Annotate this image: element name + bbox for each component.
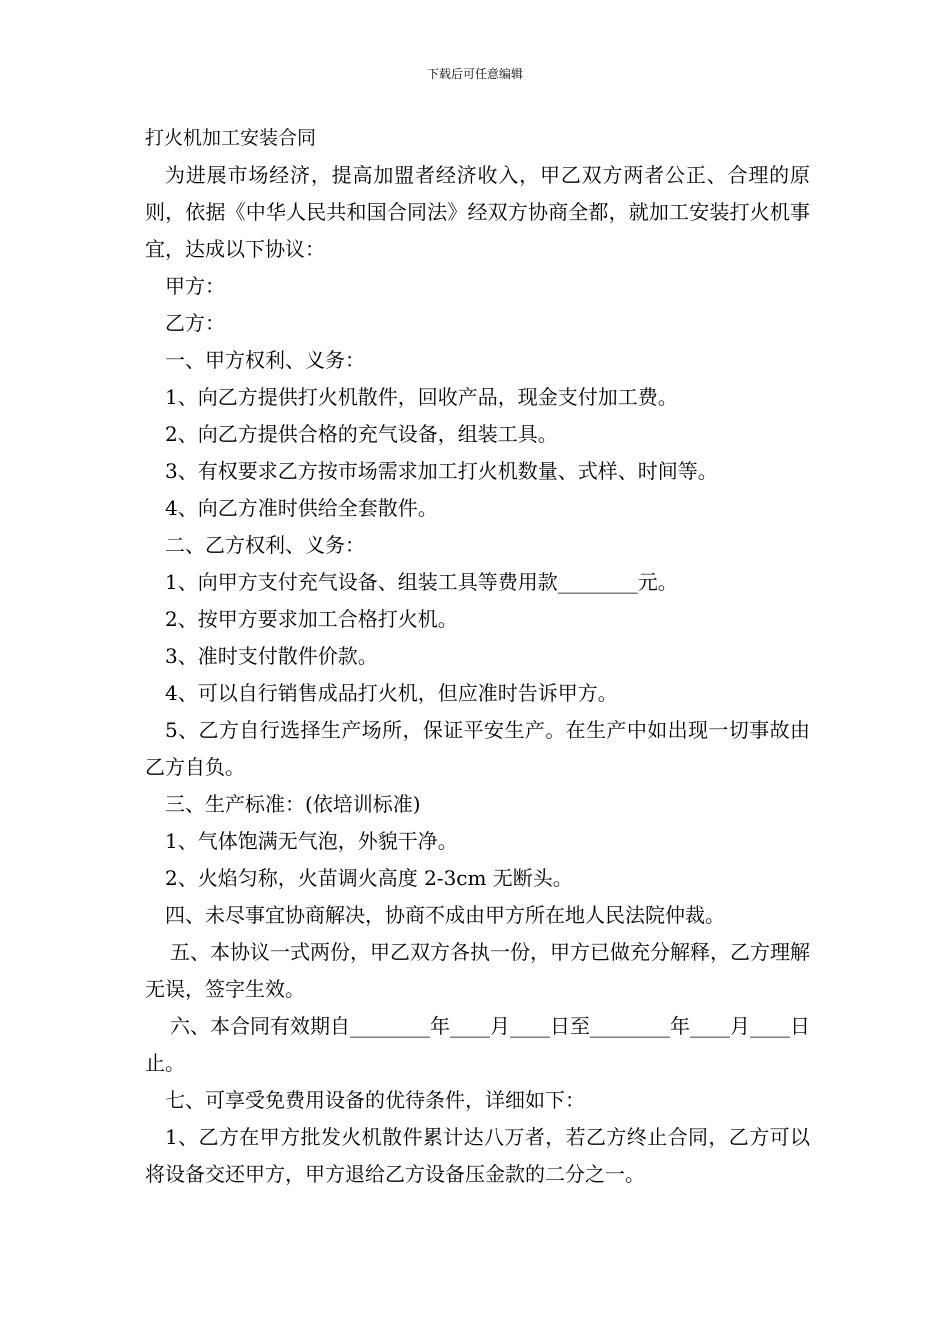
section-1-item: 2、向乙方提供合格的充气设备，组装工具。 <box>165 422 558 446</box>
section-2-item: 4、可以自行销售成品打火机，但应准时告诉甲方。 <box>165 681 618 705</box>
section-1-item: 1、向乙方提供打火机散件，回收产品，现金支付加工费。 <box>165 385 678 409</box>
section-1-item: 3、有权要求乙方按市场需求加工打火机数量、式样、时间等。 <box>165 459 718 483</box>
section-3-heading: 三、生产标准：(依培训标准) <box>165 792 421 816</box>
section-2-item: 2、按甲方要求加工合格打火机。 <box>165 607 458 631</box>
section-7-heading: 七、可享受免费用设备的优待条件，详细如下： <box>165 1088 585 1112</box>
section-2-item: 3、准时支付散件价款。 <box>165 644 378 668</box>
section-4-paragraph: 四、未尽事宜协商解决，协商不成由甲方所在地人民法院仲裁。 <box>165 903 725 927</box>
section-2-heading: 二、乙方权利、义务： <box>165 533 365 557</box>
party-a-line: 甲方： <box>165 274 225 298</box>
contract-title: 打火机加工安装合同 <box>145 127 317 149</box>
page-header-note: 下载后可任意编辑 <box>426 67 523 81</box>
section-1-item: 4、向乙方准时供给全套散件。 <box>165 496 438 520</box>
intro-paragraph: 为进展市场经济，提高加盟者经济收入，甲乙双方两者公正、合理的原则，依据《中华人民共和国合同法》经双方协商全都，就加工安装打火机事宜，达成以下协议： <box>145 163 810 261</box>
section-5-paragraph: 五、本协议一式两份，甲乙双方各执一份，甲方已做充分解释，乙方理解无误，签字生效。 <box>145 940 810 1001</box>
section-2-item: 5、乙方自行选择生产场所，保证平安生产。在生产中如出现一切事故由乙方自负。 <box>145 718 810 779</box>
party-b-line: 乙方： <box>165 311 225 335</box>
section-6-paragraph: 六、本合同有效期自________年____月____日至________年____月____日止。 <box>145 1014 810 1075</box>
section-3-item: 1、气体饱满无气泡，外貌干净。 <box>165 829 458 853</box>
section-1-heading: 一、甲方权利、义务： <box>165 348 365 372</box>
section-7-item: 1、乙方在甲方批发火机散件累计达八万者，若乙方终止合同，乙方可以将设备交还甲方，甲方退给乙方设备压金款的二分之一。 <box>145 1125 810 1186</box>
contract-body <box>145 120 810 1193</box>
section-2-item: 1、向甲方支付充气设备、组装工具等费用款________元。 <box>165 570 678 594</box>
section-3-item: 2、火焰匀称，火苗调火高度 2-3cm 无断头。 <box>165 866 573 890</box>
